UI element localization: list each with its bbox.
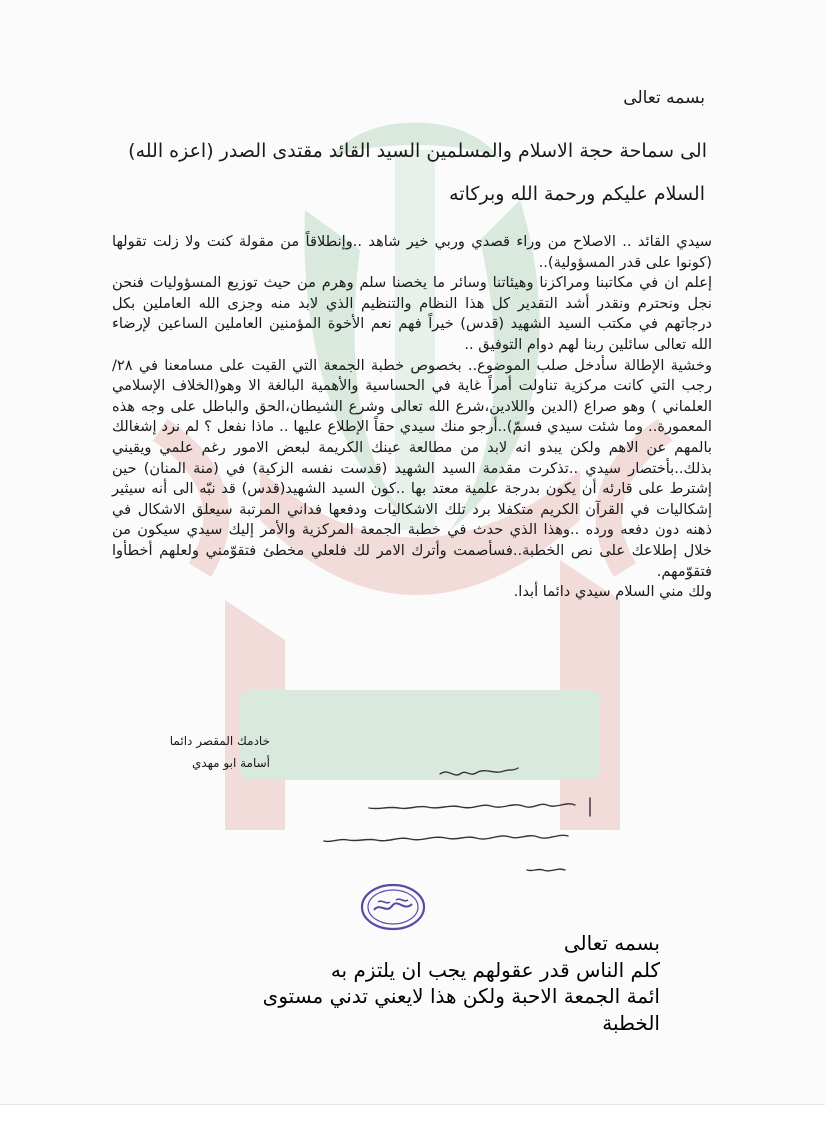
paragraph: ولك مني السلام سيدي دائما أبدا. <box>513 583 712 601</box>
basmala-heading: بسمه تعالى <box>623 88 705 108</box>
typed-line: كلم الناس قدر عقولهم يجب ان يلتزم به <box>330 957 660 982</box>
greeting-line: السلام عليكم ورحمة الله وبركاته <box>449 183 705 205</box>
typed-line: ائمة الجمعة الاحبة ولكن هذا لايعني تدني مستوى <box>262 984 660 1008</box>
signature-name: أسامة ابو مهدي <box>191 756 270 770</box>
typed-transcription <box>263 930 660 1036</box>
official-stamp <box>360 882 426 932</box>
addressee-line: الى سماحة حجة الاسلام والمسلمين السيد القائد مقتدى الصدر (اعزه الله) <box>128 140 707 162</box>
handwritten-annotation <box>230 760 610 890</box>
letter-body <box>112 232 712 603</box>
typed-line: بسمه تعالى <box>563 931 660 955</box>
paragraph: وخشية الإطالة سأدخل صلب الموضوع.. بخصوص خطبة الجمعة التي القيت على مسامعنا في ٢٨/ رجب التي كانت مركزية تناولت أمراً غاية في الحساسية والأهمية البالغة الا وهو(الخلاف الإسلامي العلماني ) وهو صراع (الدين واللادين،شرع الله تعالى وشرع الشيطان،الحق والباطل على وجه هذه المعمورة.. وما شئت سيدي فسمّ)..أرجو منك سيدي حقاً الإطلاع عليها .. ماذا نفعل ؟ لم نرد إشغالك بالمهم عن الاهم ولكن يبدو انه لابد من مطالعة عينك الكريمة لبعض الامور رغم علمي ويقيني بذلك..بأختصار سيدي ..تذكرت مقدمة السيد الشهيد (قدست نفسه الزكية) في (منة المنان) حين إشترط على قارئه أن يكون بدرجة علمية معتد بها ..كون السيد الشهيد(قدس) قد نبّه الى أنه سيثير إشكاليات في القرآن الكريم متكفلا برد تلك الاشكاليات ودفعها فداني المرتبة سيعلق الاشكال في ذهنه دون دفعه ورده ..وهذا الذي حدث في خطبة الجمعة المركزية والأمر إليك سيدي سيكون من خلال إطلاعك على نص الخطبة..فسأصمت وأترك الامر لك فلعلي مخطئ فتقوّمني ولعلهم أخطأوا فتقوّمهم. <box>112 356 712 580</box>
signature-closing: خادمك المقصر دائما <box>169 734 270 748</box>
paragraph: سيدي القائد .. الاصلاح من وراء قصدي وربي خير شاهد ..وإنطلاقاً من مقولة كنت ولا زلت تقولها (كونوا على قدر المسؤولية).. <box>112 233 712 271</box>
typed-line: الخطبة <box>602 1010 660 1035</box>
paragraph: إعلم ان في مكاتبنا ومراكزنا وهيئاتنا وسائر ما يخصنا سلم وهرم من حيث توزيع المسؤوليات فنحن نجل ونحترم ونقدر أشد التقدير كل هذا النظام والتنظيم الذي لابد منه وجزى الله العاملين بكل درجاتهم في مكتب السيد الشهيد (قدس) خيراً فهم نعم الأخوة المؤمنين العاملين الساعين لإرضاء الله تعالى سائلين ربنا لهم دوام التوفيق .. <box>112 274 712 353</box>
